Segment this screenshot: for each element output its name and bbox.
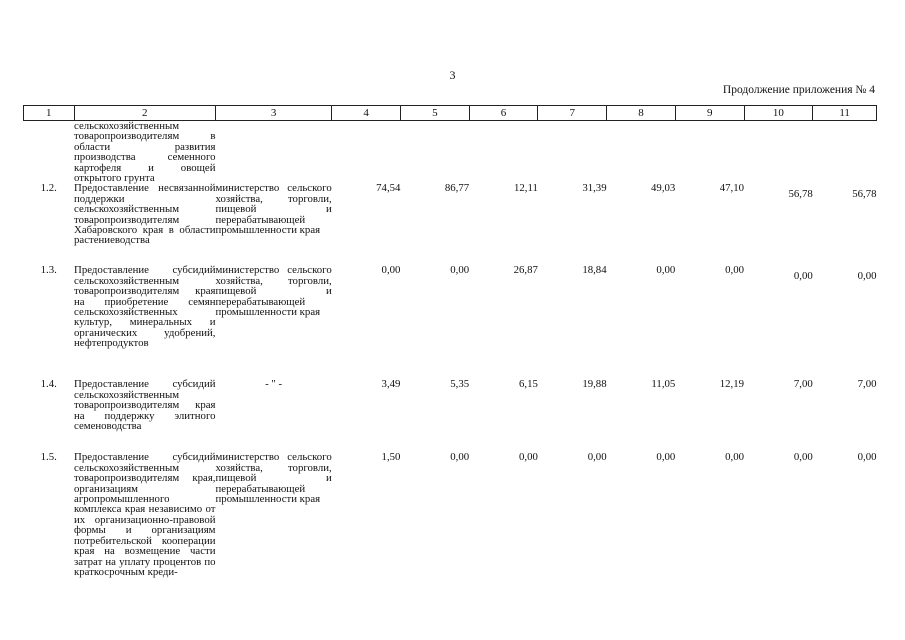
- value-cell: 47,10: [719, 182, 745, 195]
- table-row: [24, 452, 877, 612]
- value-cell: 12,19: [719, 378, 745, 391]
- column-header: 6: [469, 106, 538, 121]
- value-cell: 7,00: [793, 378, 813, 391]
- executor: [216, 121, 332, 184]
- executor: министерство сельского хозяйства, торговли, пищевой и перерабатывающей промышленности края: [215, 182, 332, 237]
- value-cell: 11,05: [651, 378, 676, 391]
- value-cell: 86,77: [444, 182, 470, 195]
- value-cell: 0,00: [793, 270, 813, 283]
- value-cell: 56,78: [788, 188, 813, 201]
- value-cell: 6,15: [518, 378, 538, 391]
- table-row: [24, 379, 877, 452]
- value-cell: 49,03: [651, 182, 676, 195]
- row-number: [24, 121, 75, 184]
- value-cell: 0,00: [857, 270, 877, 283]
- value-cell: [538, 121, 607, 184]
- appendix-table: [23, 105, 877, 612]
- column-header: 3: [216, 106, 332, 121]
- continuation-label: Продолжение приложения № 4: [722, 84, 875, 96]
- value-cell: 0,00: [381, 264, 401, 277]
- column-header: 9: [675, 106, 744, 121]
- value-cell: 0,00: [450, 451, 470, 464]
- value-cell: [607, 121, 676, 184]
- column-header: 8: [607, 106, 676, 121]
- table-row: [24, 183, 877, 265]
- executor: - " -: [265, 378, 283, 391]
- column-header: 2: [74, 106, 215, 121]
- value-cell: [469, 121, 538, 184]
- value-cell: 0,00: [656, 451, 676, 464]
- measure-description: сельскохозяйственным товаропроизводителям в области развития производства семенного картофеля и овощей открытого грунта: [74, 120, 216, 185]
- value-cell: 18,84: [582, 264, 607, 277]
- value-cell: 74,54: [376, 182, 401, 195]
- column-header: 11: [813, 106, 877, 121]
- column-header: 5: [400, 106, 469, 121]
- column-header: 1: [24, 106, 75, 121]
- value-cell: 12,11: [513, 182, 538, 195]
- table-row: [24, 121, 877, 184]
- value-cell: 7,00: [857, 378, 877, 391]
- value-cell: 0,00: [725, 264, 745, 277]
- value-cell: 0,00: [518, 451, 538, 464]
- value-cell: [675, 121, 744, 184]
- value-cell: 31,39: [582, 182, 607, 195]
- measure-description: Предоставление субсидий сельскохозяйственным товаропроизводителям края на приобретение семян сельскохозяйственных культур, минеральных и органических удобрений, нефтепродуктов: [74, 264, 216, 350]
- value-cell: 1,50: [381, 451, 401, 464]
- measure-description: Предоставление субсидий сельскохозяйственным товаропроизводителям края, организациям агропромышленного комплекса края независимо от их организационно-правовой формы и организациям потребительской кооперации края на возмещение части затрат на уплату процентов по краткосрочным креди-: [74, 451, 216, 578]
- row-number: 1.2.: [40, 182, 57, 195]
- value-cell: 26,87: [513, 264, 538, 277]
- row-number: 1.5.: [40, 451, 57, 464]
- value-cell: 5,35: [450, 378, 470, 391]
- executor: министерство сельского хозяйства, торговли, пищевой и перерабатывающей промышленности края: [215, 264, 332, 319]
- table-row: [24, 265, 877, 379]
- column-numbers-row: [24, 106, 877, 121]
- page-number: 3: [449, 68, 456, 82]
- column-header: 4: [332, 106, 401, 121]
- value-cell: [813, 121, 877, 184]
- value-cell: 0,00: [450, 264, 470, 277]
- value-cell: 0,00: [587, 451, 607, 464]
- value-cell: 0,00: [857, 451, 877, 464]
- row-number: 1.4.: [40, 378, 57, 391]
- value-cell: [400, 121, 469, 184]
- value-cell: 3,49: [381, 378, 401, 391]
- row-number: 1.3.: [40, 264, 57, 277]
- value-cell: 0,00: [725, 451, 745, 464]
- column-header: 10: [744, 106, 813, 121]
- executor: министерство сельского хозяйства, торговли, пищевой и перерабатывающей промышленности края: [215, 451, 332, 506]
- value-cell: [332, 121, 401, 184]
- value-cell: 0,00: [656, 264, 676, 277]
- measure-description: Предоставление несвязанной поддержки сельскохозяйственным товаропроизводителям Хабаровского края в области растениеводства: [74, 182, 216, 247]
- value-cell: 19,88: [582, 378, 607, 391]
- value-cell: 56,78: [852, 188, 877, 201]
- value-cell: [744, 121, 813, 184]
- measure-description: Предоставление субсидий сельскохозяйственным товаропроизводителям края на поддержку элитного семеноводства: [74, 378, 216, 433]
- column-header: 7: [538, 106, 607, 121]
- value-cell: 0,00: [793, 451, 813, 464]
